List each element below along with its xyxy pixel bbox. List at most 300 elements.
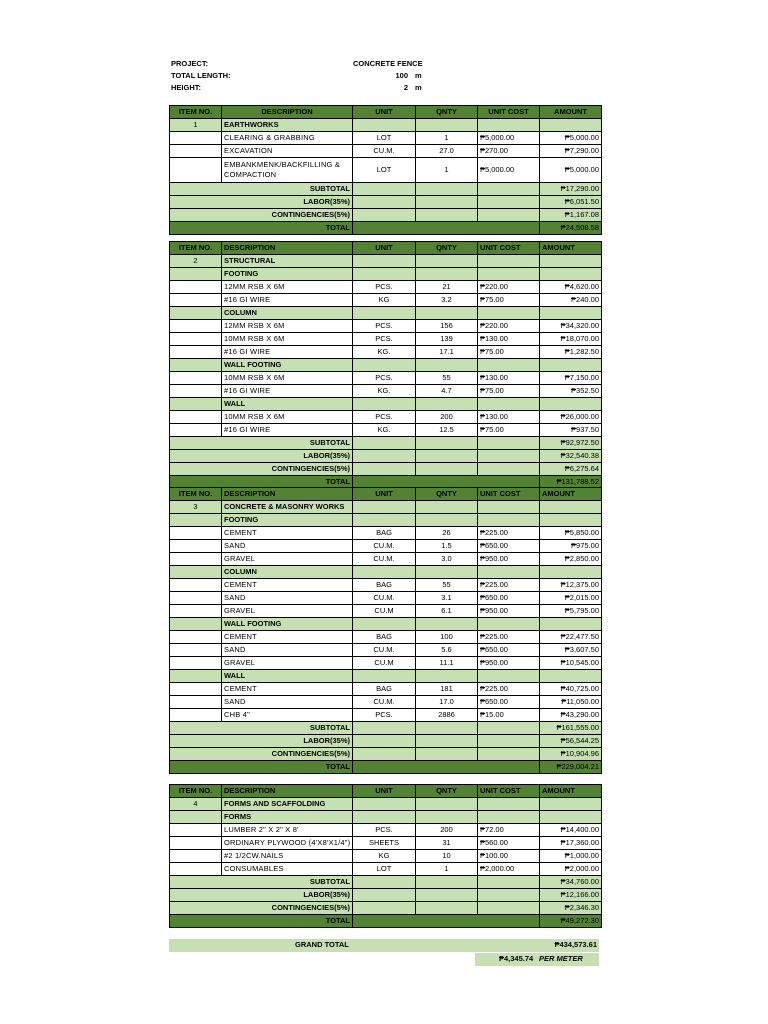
item-quantity: 17.0 [416, 696, 478, 709]
labor-row [170, 196, 602, 209]
item-amount: ₱2,015.00 [540, 592, 602, 605]
labor-label: LABOR(35%) [170, 450, 353, 463]
empty-cell [170, 618, 222, 631]
total-label: TOTAL [170, 476, 353, 489]
item-description: #16 GI WIRE [222, 294, 353, 307]
item-quantity: 4.7 [416, 385, 478, 398]
empty-cell [170, 863, 222, 876]
line-item-row [170, 592, 602, 605]
line-item-row [170, 644, 602, 657]
item-description: CEMENT [222, 683, 353, 696]
contingencies-label: CONTINGENCIES(5%) [170, 902, 353, 915]
empty-cell [416, 437, 478, 450]
item-description: CEMENT [222, 579, 353, 592]
item-unit: KG. [353, 385, 416, 398]
item-quantity: 31 [416, 837, 478, 850]
empty-cell [416, 450, 478, 463]
contingencies-row [170, 902, 602, 915]
item-description: CEMENT [222, 631, 353, 644]
empty-cell [416, 670, 478, 683]
empty-cell [353, 566, 416, 579]
empty-cell [353, 876, 416, 889]
subtotal-label: SUBTOTAL [170, 722, 353, 735]
column-header: UNIT COST [478, 106, 540, 119]
empty-cell [416, 268, 478, 281]
empty-cell [170, 268, 222, 281]
item-description: #16 GI WIRE [222, 346, 353, 359]
labor-label: LABOR(35%) [170, 735, 353, 748]
empty-cell [478, 255, 540, 268]
line-item-row [170, 372, 602, 385]
empty-cell [353, 222, 540, 235]
section-table-4 [169, 784, 602, 928]
item-unit: PCS. [353, 824, 416, 837]
labor-row [170, 889, 602, 902]
item-description: #16 GI WIRE [222, 424, 353, 437]
empty-cell [478, 902, 540, 915]
empty-cell [416, 889, 478, 902]
item-unit: PCS. [353, 320, 416, 333]
empty-cell [353, 761, 540, 774]
per-meter-unit: PER METER [539, 954, 583, 963]
empty-cell [416, 307, 478, 320]
empty-cell [353, 798, 416, 811]
section-title: EARTHWORKS [222, 119, 353, 132]
item-amount: ₱1,000.00 [540, 850, 602, 863]
contingencies-label: CONTINGENCIES(5%) [170, 463, 353, 476]
category-row [170, 618, 602, 631]
item-unit-cost: ₱72.00 [478, 824, 540, 837]
contingencies-amount: ₱6,275.64 [540, 463, 602, 476]
empty-cell [478, 798, 540, 811]
item-unit: KG. [353, 346, 416, 359]
empty-cell [540, 268, 602, 281]
empty-cell [478, 209, 540, 222]
empty-cell [353, 670, 416, 683]
item-amount: ₱975.00 [540, 540, 602, 553]
empty-cell [170, 424, 222, 437]
empty-cell [478, 119, 540, 132]
section-title-row [170, 255, 602, 268]
item-amount: ₱34,320.00 [540, 320, 602, 333]
item-quantity: 55 [416, 372, 478, 385]
item-unit-cost: ₱100.00 [478, 850, 540, 863]
category-label: WALL FOOTING [222, 618, 353, 631]
item-unit: CU.M. [353, 540, 416, 553]
column-header: ITEM NO. [170, 488, 222, 501]
item-unit-cost: ₱130.00 [478, 372, 540, 385]
column-header: DESCRIPTION [222, 785, 353, 798]
item-unit-cost: ₱650.00 [478, 592, 540, 605]
total-row [170, 915, 602, 928]
item-quantity: 27.0 [416, 145, 478, 158]
item-unit-cost: ₱270.00 [478, 145, 540, 158]
column-header: ITEM NO. [170, 242, 222, 255]
subtotal-label: SUBTOTAL [170, 183, 353, 196]
empty-cell [478, 566, 540, 579]
category-label: COLUMN [222, 566, 353, 579]
section-table-3 [169, 487, 602, 774]
item-amount: ₱1,282.50 [540, 346, 602, 359]
empty-cell [353, 268, 416, 281]
item-amount: ₱43,290.00 [540, 709, 602, 722]
empty-cell [478, 722, 540, 735]
line-item-row [170, 132, 602, 145]
line-item-row [170, 294, 602, 307]
grand-total-amount: ₱434,573.61 [554, 940, 597, 949]
labor-amount: ₱12,166.00 [540, 889, 602, 902]
empty-cell [540, 811, 602, 824]
item-unit: BAG [353, 631, 416, 644]
column-header: UNIT [353, 488, 416, 501]
item-unit: KG [353, 850, 416, 863]
item-unit-cost: ₱2,000.00 [478, 863, 540, 876]
line-item-row [170, 709, 602, 722]
section-table-1 [169, 105, 602, 235]
section-table-2 [169, 241, 602, 489]
item-unit-cost: ₱950.00 [478, 657, 540, 670]
column-header: UNIT COST [478, 785, 540, 798]
empty-cell [170, 631, 222, 644]
item-unit: LOT [353, 158, 416, 183]
empty-cell [478, 501, 540, 514]
empty-cell [170, 592, 222, 605]
empty-cell [353, 119, 416, 132]
column-header-row [170, 106, 602, 119]
empty-cell [353, 902, 416, 915]
item-description: 12MM RSB X 6M [222, 281, 353, 294]
empty-cell [170, 145, 222, 158]
item-quantity: 6.1 [416, 605, 478, 618]
category-label: WALL [222, 670, 353, 683]
column-header: AMOUNT [540, 242, 602, 255]
empty-cell [353, 463, 416, 476]
empty-cell [416, 514, 478, 527]
item-unit: SHEETS [353, 837, 416, 850]
item-description: #2 1/2CW.NAILS [222, 850, 353, 863]
total-length-label: TOTAL LENGTH: [171, 71, 231, 80]
project-label: PROJECT: [171, 59, 209, 68]
category-row [170, 514, 602, 527]
column-header: UNIT COST [478, 242, 540, 255]
item-quantity: 26 [416, 527, 478, 540]
item-quantity: 12.5 [416, 424, 478, 437]
total-amount: ₱131,788.52 [540, 476, 602, 489]
column-header-row [170, 488, 602, 501]
section-title-row [170, 798, 602, 811]
total-label: TOTAL [170, 222, 353, 235]
empty-cell [170, 307, 222, 320]
category-label: WALL [222, 398, 353, 411]
item-unit-cost: ₱5,000.00 [478, 158, 540, 183]
item-quantity: 5.6 [416, 644, 478, 657]
total-amount: ₱49,272.30 [540, 915, 602, 928]
line-item-row [170, 683, 602, 696]
item-number: 2 [170, 255, 222, 268]
column-header: QNTY [416, 242, 478, 255]
column-header: UNIT [353, 242, 416, 255]
empty-cell [416, 722, 478, 735]
item-amount: ₱40,725.00 [540, 683, 602, 696]
empty-cell [540, 255, 602, 268]
line-item-row [170, 411, 602, 424]
item-quantity: 11.1 [416, 657, 478, 670]
empty-cell [416, 183, 478, 196]
item-description: EMBANKMENK/BACKFILLING & COMPACTION [222, 158, 353, 183]
empty-cell [170, 411, 222, 424]
column-header: ITEM NO. [170, 785, 222, 798]
line-item-row [170, 631, 602, 644]
item-quantity: 3.2 [416, 294, 478, 307]
empty-cell [478, 735, 540, 748]
item-unit: LOT [353, 132, 416, 145]
column-header: UNIT [353, 785, 416, 798]
item-number: 3 [170, 501, 222, 514]
item-amount: ₱5,795.00 [540, 605, 602, 618]
item-unit: PCS. [353, 372, 416, 385]
empty-cell [170, 398, 222, 411]
empty-cell [540, 359, 602, 372]
item-amount: ₱937.50 [540, 424, 602, 437]
item-unit: KG [353, 294, 416, 307]
total-length-value: 100 [395, 71, 408, 80]
item-quantity: 156 [416, 320, 478, 333]
column-header: ITEM NO. [170, 106, 222, 119]
item-unit-cost: ₱950.00 [478, 553, 540, 566]
empty-cell [170, 527, 222, 540]
column-header: AMOUNT [540, 785, 602, 798]
empty-cell [416, 735, 478, 748]
item-quantity: 200 [416, 411, 478, 424]
item-amount: ₱7,150.00 [540, 372, 602, 385]
item-amount: ₱5,000.00 [540, 158, 602, 183]
item-unit: CU.M [353, 605, 416, 618]
item-unit-cost: ₱225.00 [478, 527, 540, 540]
subtotal-amount: ₱161,555.00 [540, 722, 602, 735]
contingencies-row [170, 463, 602, 476]
empty-cell [170, 683, 222, 696]
item-quantity: 21 [416, 281, 478, 294]
empty-cell [416, 119, 478, 132]
column-header: UNIT COST [478, 488, 540, 501]
category-label: FOOTING [222, 514, 353, 527]
subtotal-row [170, 876, 602, 889]
item-amount: ₱2,000.00 [540, 863, 602, 876]
item-description: GRAVEL [222, 605, 353, 618]
empty-cell [353, 735, 416, 748]
line-item-row [170, 333, 602, 346]
empty-cell [170, 811, 222, 824]
empty-cell [170, 644, 222, 657]
empty-cell [416, 748, 478, 761]
empty-cell [416, 798, 478, 811]
empty-cell [170, 158, 222, 183]
grand-total-label: GRAND TOTAL [295, 940, 349, 949]
empty-cell [416, 876, 478, 889]
empty-cell [416, 566, 478, 579]
empty-cell [540, 566, 602, 579]
empty-cell [540, 501, 602, 514]
empty-cell [353, 307, 416, 320]
empty-cell [478, 463, 540, 476]
section-title: FORMS AND SCAFFOLDING [222, 798, 353, 811]
empty-cell [478, 876, 540, 889]
item-unit: PCS. [353, 281, 416, 294]
item-quantity: 139 [416, 333, 478, 346]
empty-cell [353, 514, 416, 527]
item-unit-cost: ₱950.00 [478, 605, 540, 618]
column-header: QNTY [416, 106, 478, 119]
item-description: #16 GI WIRE [222, 385, 353, 398]
empty-cell [478, 307, 540, 320]
item-unit-cost: ₱650.00 [478, 696, 540, 709]
empty-cell [540, 398, 602, 411]
empty-cell [170, 372, 222, 385]
item-unit-cost: ₱75.00 [478, 385, 540, 398]
per-meter-row [475, 953, 599, 966]
labor-label: LABOR(35%) [170, 889, 353, 902]
category-label: FORMS [222, 811, 353, 824]
item-quantity: 1 [416, 158, 478, 183]
empty-cell [478, 268, 540, 281]
item-amount: ₱5,850.00 [540, 527, 602, 540]
item-quantity: 10 [416, 850, 478, 863]
item-quantity: 1.5 [416, 540, 478, 553]
empty-cell [540, 514, 602, 527]
item-description: 10MM RSB X 6M [222, 372, 353, 385]
item-unit-cost: ₱650.00 [478, 644, 540, 657]
line-item-row [170, 346, 602, 359]
subtotal-row [170, 722, 602, 735]
item-description: EXCAVATION [222, 145, 353, 158]
total-label: TOTAL [170, 761, 353, 774]
item-unit-cost: ₱225.00 [478, 683, 540, 696]
item-unit-cost: ₱560.00 [478, 837, 540, 850]
labor-amount: ₱32,540.38 [540, 450, 602, 463]
empty-cell [416, 618, 478, 631]
line-item-row [170, 385, 602, 398]
item-quantity: 3.1 [416, 592, 478, 605]
empty-cell [353, 359, 416, 372]
total-row [170, 222, 602, 235]
labor-row [170, 450, 602, 463]
category-row [170, 268, 602, 281]
empty-cell [353, 811, 416, 824]
empty-cell [478, 398, 540, 411]
empty-cell [170, 294, 222, 307]
item-unit-cost: ₱130.00 [478, 333, 540, 346]
height-label: HEIGHT: [171, 83, 201, 92]
item-description: GRAVEL [222, 657, 353, 670]
item-amount: ₱240.00 [540, 294, 602, 307]
contingencies-label: CONTINGENCIES(5%) [170, 209, 353, 222]
category-row [170, 398, 602, 411]
item-unit-cost: ₱5,000.00 [478, 132, 540, 145]
item-amount: ₱22,477.50 [540, 631, 602, 644]
line-item-row [170, 424, 602, 437]
empty-cell [170, 359, 222, 372]
item-unit-cost: ₱225.00 [478, 579, 540, 592]
item-amount: ₱11,050.00 [540, 696, 602, 709]
item-description: CLEARING & GRABBING [222, 132, 353, 145]
empty-cell [478, 183, 540, 196]
empty-cell [170, 824, 222, 837]
section-title: CONCRETE & MASONRY WORKS [222, 501, 353, 514]
item-unit-cost: ₱75.00 [478, 294, 540, 307]
item-amount: ₱14,400.00 [540, 824, 602, 837]
empty-cell [170, 837, 222, 850]
empty-cell [353, 748, 416, 761]
item-unit: BAG [353, 527, 416, 540]
item-description: GRAVEL [222, 553, 353, 566]
contingencies-row [170, 209, 602, 222]
empty-cell [416, 463, 478, 476]
category-row [170, 811, 602, 824]
empty-cell [170, 605, 222, 618]
labor-row [170, 735, 602, 748]
contingencies-amount: ₱10,904.96 [540, 748, 602, 761]
category-label: FOOTING [222, 268, 353, 281]
labor-amount: ₱56,544.25 [540, 735, 602, 748]
item-amount: ₱17,360.00 [540, 837, 602, 850]
column-header: QNTY [416, 785, 478, 798]
column-header: UNIT [353, 106, 416, 119]
empty-cell [478, 811, 540, 824]
empty-cell [478, 889, 540, 902]
category-label: WALL FOOTING [222, 359, 353, 372]
line-item-row [170, 527, 602, 540]
empty-cell [170, 132, 222, 145]
empty-cell [416, 902, 478, 915]
empty-cell [170, 850, 222, 863]
empty-cell [478, 670, 540, 683]
empty-cell [170, 696, 222, 709]
item-unit-cost: ₱220.00 [478, 320, 540, 333]
item-unit: CU.M. [353, 696, 416, 709]
item-unit-cost: ₱130.00 [478, 411, 540, 424]
project-name: CONCRETE FENCE [353, 59, 423, 68]
height-value: 2 [403, 83, 408, 92]
item-quantity: 2886 [416, 709, 478, 722]
empty-cell [353, 722, 416, 735]
item-quantity: 1 [416, 132, 478, 145]
item-amount: ₱3,607.50 [540, 644, 602, 657]
line-item-row [170, 605, 602, 618]
item-number: 4 [170, 798, 222, 811]
line-item-row [170, 863, 602, 876]
column-header: AMOUNT [540, 106, 602, 119]
line-item-row [170, 579, 602, 592]
item-unit: CU.M. [353, 553, 416, 566]
empty-cell [170, 579, 222, 592]
subtotal-label: SUBTOTAL [170, 876, 353, 889]
category-row [170, 359, 602, 372]
item-unit: CU.M [353, 657, 416, 670]
empty-cell [478, 196, 540, 209]
empty-cell [170, 346, 222, 359]
item-description: 10MM RSB X 6M [222, 411, 353, 424]
subtotal-amount: ₱17,290.00 [540, 183, 602, 196]
empty-cell [353, 196, 416, 209]
empty-cell [170, 385, 222, 398]
empty-cell [170, 670, 222, 683]
line-item-row [170, 320, 602, 333]
empty-cell [353, 209, 416, 222]
line-item-row [170, 696, 602, 709]
item-amount: ₱2,850.00 [540, 553, 602, 566]
line-item-row [170, 553, 602, 566]
empty-cell [416, 359, 478, 372]
